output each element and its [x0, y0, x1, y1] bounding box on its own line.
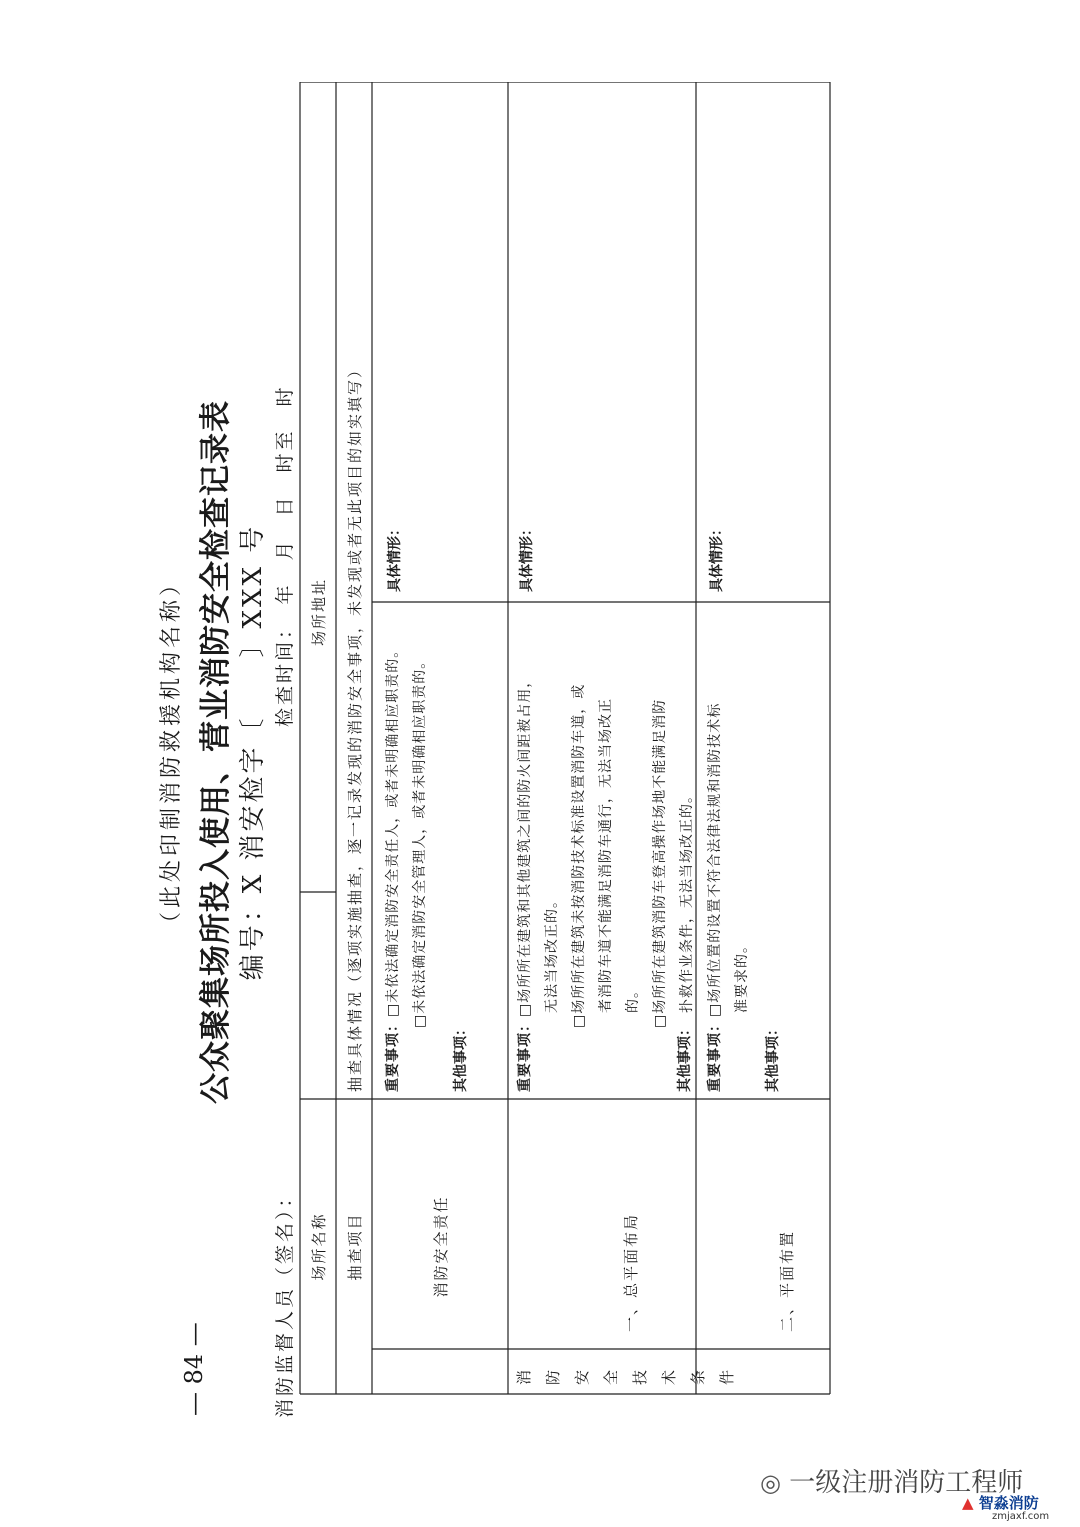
other-label: 其他事项：	[677, 1022, 693, 1092]
logo	[962, 1492, 1039, 1513]
other-label: 其他事项：	[765, 1022, 781, 1092]
row-name-floor-plan: 二、平面布置	[778, 1229, 796, 1332]
major-item: 者消防车道不能满足消防车通行，无法当场改正	[598, 698, 614, 1028]
major-item: □场所所在建筑未按消防技术标准设置消防车道，或	[571, 683, 587, 1028]
logo-url: zmjaxf.com	[992, 1511, 1050, 1522]
major-item: □场所所在建筑和其他建筑之间的防火间距被占用，	[517, 672, 533, 1017]
logo-icon: ▲	[962, 1494, 974, 1512]
situation-label: 具体情形：	[519, 522, 535, 592]
page-number: — 84 —	[180, 1322, 208, 1416]
item-column-label: 抽查项目	[346, 1212, 364, 1281]
major-item: □未依法确定消防安全责任人，或者未明确相应职责的。	[385, 642, 401, 1017]
rotated-page-content	[150, 82, 910, 1422]
major-label: 重要事项：	[385, 1017, 401, 1092]
major-label: 重要事项：	[707, 1017, 723, 1092]
wechat-icon: ◎	[760, 1469, 781, 1497]
major-item: 准要求的。	[734, 938, 750, 1028]
row-name-responsibility: 消防安全责任	[432, 1195, 450, 1298]
major-item: □未依法确定消防安全管理人，或者未明确相应职责的。	[412, 653, 428, 1028]
row-name-site-layout: 一、总平面布局	[622, 1212, 640, 1332]
detail-column-label: 抽查具体情况（逐项实施抽查，逐一记录发现的消防安全事项，未发现或者无此项目的如实填写）	[346, 360, 364, 1092]
venue-address-label: 场所地址	[310, 578, 328, 647]
major-items-floor-plan	[702, 703, 756, 1092]
logo-text: 智淼消防	[978, 1494, 1039, 1512]
section-label: 消防安全技术条件	[516, 1369, 748, 1387]
major-item: 无法当场改正的。	[544, 893, 560, 1028]
major-label: 重要事项：	[517, 1017, 533, 1092]
venue-name-label: 场所名称	[310, 1212, 328, 1281]
major-items-site-layout	[512, 673, 701, 1092]
major-item: □场所位置的设置不符合法律法规和消防技术标	[707, 702, 723, 1017]
major-item: □场所所在建筑消防车登高操作场地不能满足消防	[652, 698, 668, 1028]
major-item: 的。	[625, 983, 641, 1028]
other-label: 其他事项：	[453, 1022, 469, 1092]
page-title: 公众聚集场所投入使用、营业消防安全检查记录表	[198, 400, 234, 1104]
major-items-responsibility	[380, 643, 434, 1092]
watermark-label: 一级注册消防工程师	[789, 1468, 1024, 1498]
inspector-signature-label: 消防监督人员（签名）：	[274, 1185, 296, 1418]
document-number: 编号：X 消安检字〔 〕XXX 号	[238, 523, 268, 981]
situation-label: 具体情形：	[709, 522, 725, 592]
subtitle: （此处印制消防救援机构名称）	[159, 570, 184, 935]
check-time-label: 检查时间： 年 月 日 时至 时	[274, 384, 296, 727]
major-item: 扑救作业条件，无法当场改正的。	[679, 788, 695, 1028]
situation-label: 具体情形：	[387, 522, 403, 592]
